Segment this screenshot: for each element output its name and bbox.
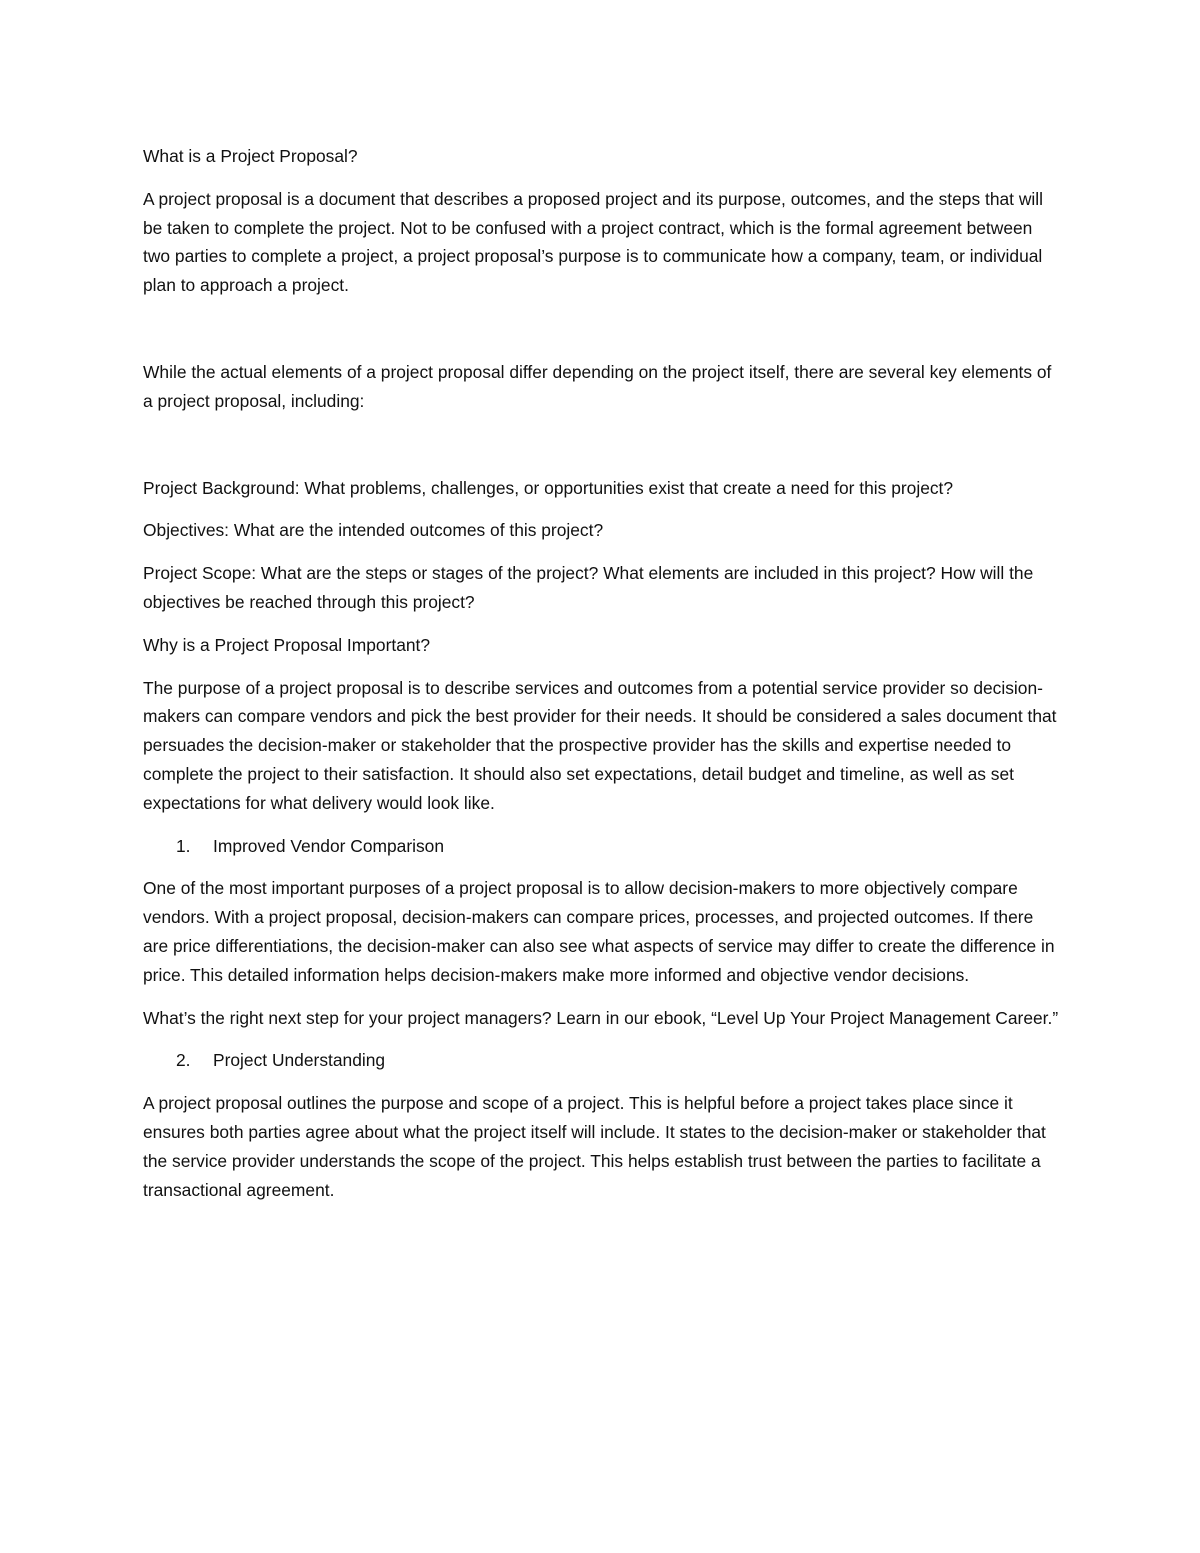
- paragraph-project-understanding: A project proposal outlines the purpose and scope of a project. This is helpful before a project takes place since it ensures both parties agree about what the project itself will include. It states to the decision-maker or stakeholder that the service provider understands the scope of the project. This helps establish trust between the parties to facilitate a transactional agreement.: [143, 1093, 1046, 1200]
- heading-why-important: Why is a Project Proposal Important?: [143, 634, 431, 655]
- heading-what-is-project-proposal: What is a Project Proposal?: [143, 146, 358, 166]
- list-number: 2.: [176, 1050, 191, 1071]
- paragraph-definition: A project proposal is a document that describes a proposed project and its purpose, outcomes, and the steps that will be taken to complete the project. Not to be confused with a project contract, which is the formal agreement between two parties to complete a project, a project proposal’s purpose is to communicate how a company, team, or individual plan to approach a project.: [143, 188, 1043, 296]
- paragraph-vendor-comparison: One of the most important purposes of a project proposal is to allow decision-makers to more objectively compare vendors. With a project proposal, decision-makers can compare prices, processes, and projected outcomes. If there are price differentiations, the decision-maker can also see what aspects of service may differ to create the difference in price. This detailed information helps decision-makers make more informed and objective vendor decisions.: [143, 878, 1055, 985]
- element-project-background: Project Background: What problems, challenges, or opportunities exist that create a need for this project?: [143, 477, 954, 498]
- list-item-project-understanding: [143, 1046, 1063, 1075]
- list-number: 1.: [176, 835, 191, 856]
- paragraph-key-elements-intro: While the actual elements of a project proposal differ depending on the project itself, there are several key elements of a project proposal, including:: [143, 361, 1052, 411]
- list-label: Project Understanding: [213, 1050, 386, 1071]
- list-label: Improved Vendor Comparison: [213, 835, 445, 856]
- element-project-scope: Project Scope: What are the steps or stages of the project? What elements are included in this project? How will the objectives be reached through this project?: [143, 563, 1034, 612]
- element-objectives: Objectives: What are the intended outcomes of this project?: [143, 520, 604, 541]
- paragraph-ebook-promo: What’s the right next step for your project managers? Learn in our ebook, “Level Up Your Project Management Career.”: [143, 1007, 1059, 1028]
- paragraph-purpose: The purpose of a project proposal is to describe services and outcomes from a potential service provider so decision-makers can compare vendors and pick the best provider for their needs. It should be considered a sales document that persuades the decision-maker or stakeholder that the prospective provider has the skills and expertise needed to complete the project to their satisfaction. It should also set expectations, detail budget and timeline, as well as set expectations for what delivery would look like.: [143, 677, 1057, 813]
- document-body: [143, 142, 1063, 1218]
- list-item-vendor-comparison: [143, 832, 1063, 861]
